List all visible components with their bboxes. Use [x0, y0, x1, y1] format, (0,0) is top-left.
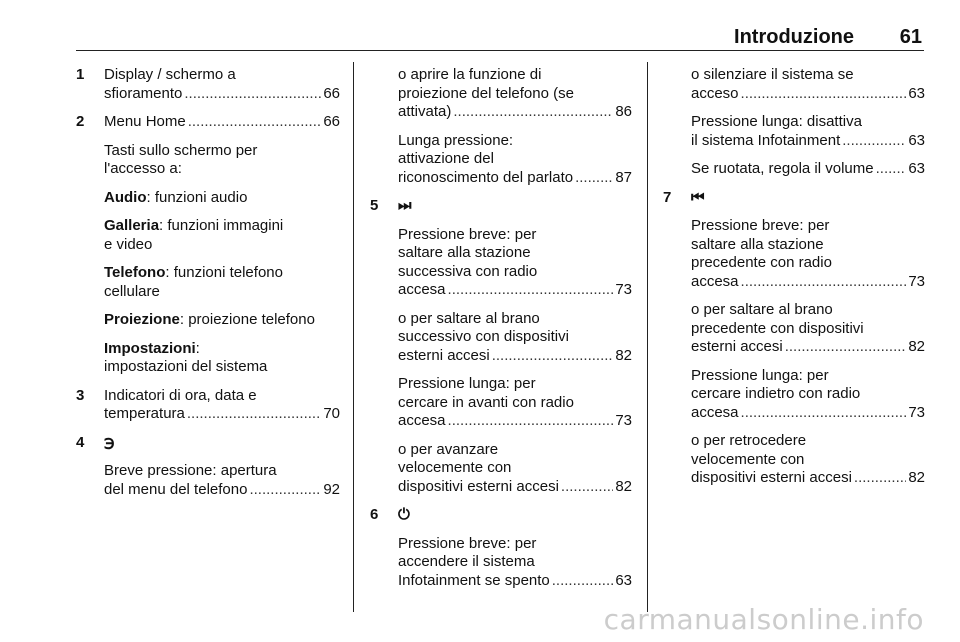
- entry-text: cercare indietro con radio: [691, 385, 861, 402]
- page-ref[interactable]: 92: [323, 480, 340, 498]
- entry-text: o aprire la funzione di: [398, 66, 542, 83]
- entry-ref-line: [691, 160, 925, 179]
- leader-dots: [448, 412, 614, 431]
- entry-text: velocemente con: [398, 459, 512, 476]
- leader-dots: [575, 169, 613, 188]
- entry-text: successivo con dispositivi: [398, 328, 569, 345]
- entry-text: esterni accesi: [691, 338, 783, 355]
- entry-ref-line: [691, 85, 925, 104]
- page-ref[interactable]: 87: [615, 168, 632, 186]
- column-2: [370, 66, 632, 600]
- entry-ref-line: [398, 572, 632, 591]
- entry-ref-line: [398, 478, 632, 497]
- entry-text: Lunga pressione:: [398, 131, 514, 149]
- entry-text: Menu Home: [104, 113, 186, 130]
- power-symbol-line: [398, 506, 632, 525]
- entry-text: o per avanzare: [398, 440, 499, 458]
- entry-4: [76, 434, 340, 500]
- entry-text: riconoscimento del parlato: [398, 168, 574, 186]
- entry-text: del menu del telefono: [104, 480, 248, 498]
- entry-text: accesa: [398, 412, 446, 429]
- term-galleria: Galleria: [104, 217, 160, 234]
- entry-2: [76, 113, 340, 377]
- entry-text: attivata): [398, 103, 452, 120]
- entry-ref-line: [691, 404, 925, 423]
- entry-ref-line: [691, 132, 925, 151]
- phone-icon: ℈: [104, 433, 115, 451]
- leader-dots: [492, 347, 614, 366]
- term-impostazioni: Impostazioni: [104, 339, 196, 357]
- page-header: [76, 22, 924, 50]
- leader-dots: [842, 132, 906, 151]
- column-divider-2: [647, 62, 648, 612]
- entry-3: [76, 387, 340, 424]
- entry-ref-line: [398, 412, 632, 431]
- entry-5: [370, 197, 632, 496]
- entry-text: l'accesso a:: [104, 160, 182, 177]
- leader-dots: [876, 160, 907, 179]
- leader-dots: [188, 113, 322, 132]
- entry-text: accesa: [691, 403, 739, 421]
- entry-intro: [104, 142, 340, 179]
- entry-text: Pressione breve: per: [398, 534, 537, 552]
- entry-text: successiva con radio: [398, 262, 538, 280]
- leader-dots: [552, 572, 614, 591]
- galleria-item: [104, 217, 340, 254]
- page-ref[interactable]: 63: [615, 571, 632, 589]
- entry-text: o per saltare al brano: [398, 309, 540, 327]
- term-desc: e video: [104, 235, 153, 253]
- entry-ref-line: [104, 113, 340, 132]
- entry-text: sfioramento: [104, 84, 183, 102]
- entry-number: 5: [370, 197, 379, 214]
- leader-dots: [741, 273, 907, 292]
- entry-ref-line: [104, 481, 340, 500]
- entry-number: 7: [663, 188, 672, 206]
- entry-text: Display / schermo a: [104, 66, 236, 83]
- watermark: carmanualsonline.info: [603, 603, 924, 636]
- proiezione-item: [104, 311, 340, 330]
- entry-1: [76, 66, 340, 103]
- page-ref[interactable]: 82: [908, 469, 925, 486]
- section-title: Introduzione: [734, 26, 854, 48]
- entry-number: 3: [76, 386, 85, 404]
- entry-text: esterni accesi: [398, 346, 490, 364]
- column-1: [76, 66, 340, 509]
- entry-text: proiezione del telefono (se: [398, 84, 574, 102]
- entry-ref-line: [691, 469, 925, 488]
- term-telefono: Telefono: [104, 264, 166, 281]
- entry-ref-line: [398, 281, 632, 300]
- column-3: [663, 66, 925, 498]
- entry-text: saltare alla stazione: [398, 244, 531, 261]
- entry-text: cercare in avanti con radio: [398, 393, 574, 411]
- entry-text: acceso: [691, 84, 739, 102]
- entry-ref-line: [104, 85, 340, 104]
- page-ref[interactable]: 82: [615, 477, 632, 495]
- entry-number: 1: [76, 66, 85, 83]
- entry-text: dispositivi esterni accesi: [691, 469, 852, 486]
- entry-ref-line: [398, 169, 632, 188]
- term-desc: : proiezione telefono: [179, 311, 315, 328]
- leader-dots: [453, 103, 613, 122]
- entry-text: precedente con radio: [691, 254, 832, 271]
- page-ref[interactable]: 73: [615, 281, 632, 298]
- leader-dots: [448, 281, 614, 300]
- page-ref[interactable]: 73: [615, 412, 632, 429]
- entry-text: il sistema Infotainment: [691, 131, 841, 149]
- page-number: 61: [899, 26, 922, 48]
- entry-text: Indicatori di ora, data e: [104, 386, 257, 404]
- page-ref[interactable]: 82: [908, 338, 925, 355]
- leader-dots: [249, 481, 321, 500]
- page-ref[interactable]: 63: [908, 131, 925, 149]
- header-rule: [76, 50, 924, 51]
- entry-text: o per saltare al brano: [691, 301, 833, 318]
- leader-dots: [854, 469, 906, 488]
- power-icon: ⏻: [398, 506, 410, 523]
- leader-dots: [561, 478, 613, 497]
- leader-dots: [184, 85, 321, 104]
- entry-ref-line: [104, 405, 340, 424]
- term-desc: : funzioni telefono: [165, 264, 283, 281]
- page-ref[interactable]: 66: [323, 113, 340, 130]
- entry-text: accendere il sistema: [398, 553, 535, 570]
- entry-text: o silenziare il sistema se: [691, 66, 854, 83]
- phone-symbol-line: [104, 434, 340, 453]
- entry-ref-line: [691, 273, 925, 292]
- entry-text: accesa: [691, 272, 739, 290]
- leader-dots: [741, 404, 907, 423]
- entry-text: Pressione lunga: per: [691, 366, 829, 384]
- entry-text: Se ruotata, regola il volume: [691, 160, 874, 177]
- entry-text: saltare alla stazione: [691, 235, 824, 253]
- next-symbol-line: [398, 197, 632, 216]
- entry-text: attivazione del: [398, 150, 494, 167]
- page-ref[interactable]: 66: [323, 84, 340, 102]
- entry-text: dispositivi esterni accesi: [398, 477, 559, 495]
- page-ref[interactable]: 86: [615, 103, 632, 120]
- entry-text: Tasti sullo schermo per: [104, 141, 258, 159]
- entry-7: [663, 189, 925, 488]
- entry-text: accesa: [398, 281, 446, 298]
- entry-ref-line: [398, 347, 632, 366]
- entry-text: o per retrocedere: [691, 432, 807, 449]
- entry-number: 4: [76, 433, 85, 451]
- term-desc: : funzioni audio: [146, 188, 248, 206]
- page-ref[interactable]: 63: [908, 84, 925, 102]
- entry-text: Pressione breve: per: [398, 225, 537, 243]
- page-ref[interactable]: 73: [908, 403, 925, 421]
- page-ref[interactable]: 63: [908, 160, 925, 177]
- telefono-item: [104, 264, 340, 301]
- entry-text: precedente con dispositivi: [691, 319, 864, 337]
- entry-text: Infotainment se spento: [398, 571, 550, 589]
- prev-symbol-line: [691, 189, 925, 208]
- entry-6-continued: [663, 66, 925, 179]
- page-ref[interactable]: 73: [908, 272, 925, 290]
- entry-text: temperatura: [104, 405, 185, 422]
- term-desc: impostazioni del sistema: [104, 358, 268, 375]
- entry-text: Pressione lunga: per: [398, 375, 536, 392]
- entry-number: 2: [76, 113, 85, 130]
- entry-number: 6: [370, 506, 379, 523]
- column-divider-1: [353, 62, 354, 612]
- leader-dots: [785, 338, 907, 357]
- leader-dots: [741, 85, 907, 104]
- term-desc: : funzioni immagini: [159, 217, 284, 234]
- impostazioni-item: [104, 340, 340, 377]
- term-audio: Audio: [104, 188, 147, 206]
- page-ref[interactable]: 82: [615, 346, 632, 364]
- page-ref[interactable]: 70: [323, 405, 340, 422]
- term-proiezione: Proiezione: [104, 311, 180, 328]
- entry-text: velocemente con: [691, 450, 805, 468]
- entry-6: [370, 506, 632, 590]
- skip-back-icon: ⏮: [691, 188, 705, 206]
- entry-text: Breve pressione: apertura: [104, 462, 277, 479]
- entry-ref-line: [691, 338, 925, 357]
- term-desc: :: [195, 339, 200, 357]
- audio-item: [104, 189, 340, 208]
- term-desc: cellulare: [104, 282, 160, 300]
- entry-text: Pressione breve: per: [691, 217, 830, 234]
- skip-forward-icon: ⏭: [398, 197, 412, 214]
- entry-4-continued: [370, 66, 632, 187]
- leader-dots: [187, 405, 321, 424]
- entry-ref-line: [398, 103, 632, 122]
- entry-text: Pressione lunga: disattiva: [691, 113, 862, 130]
